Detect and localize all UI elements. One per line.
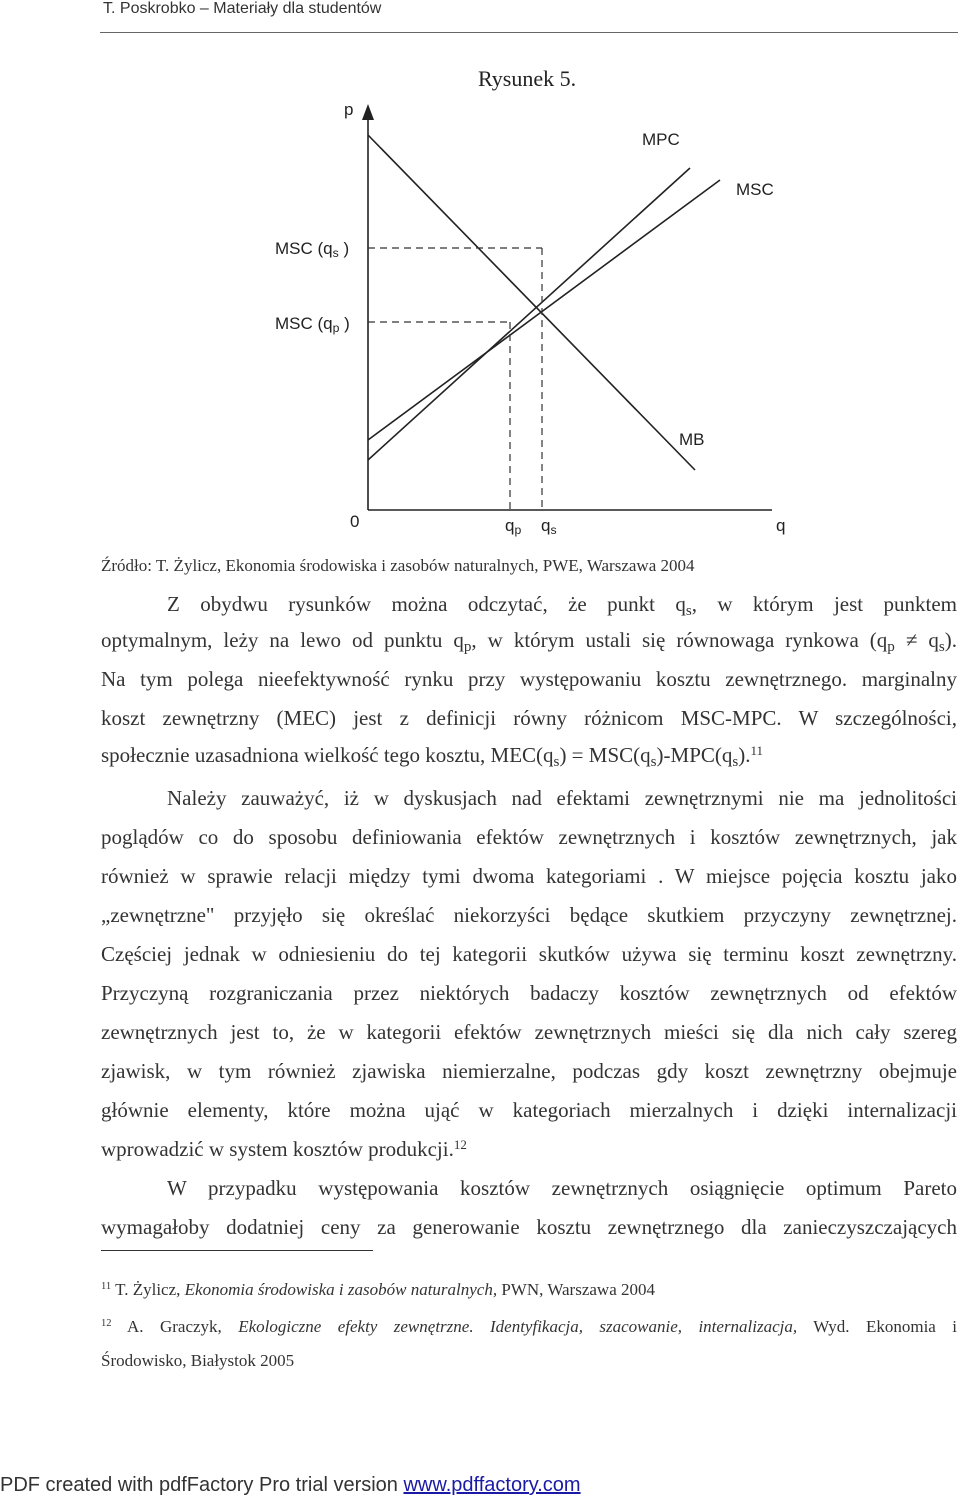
body-line: Należy zauważyć, iż w dyskusjach nad efektami zewnętrznymi nie ma jednolitości <box>167 786 957 810</box>
footnote-12: $^{12}$ A. Graczyk, Ekologiczne efekty zewnętrzne. Identyfikacja, szacowanie, internalizacja, Wyd. Ekonomia i <box>101 1317 957 1336</box>
body-line: zewnętrznych jest to, że w kategorii efektów zewnętrznych mieści się dla nich cały szereg <box>101 1020 957 1044</box>
body-line: W przypadku występowania kosztów zewnętrznych osiągnięcie optimum Pareto <box>167 1176 957 1200</box>
pdf-footer: PDF created with pdfFactory Pro trial version www.pdffactory.com <box>0 1474 581 1496</box>
body-line: społecznie uzasadniona wielkość tego kosztu, $MEC(q_s) = MSC(q_s)-MPC(q_s).^{11}$ <box>101 743 764 770</box>
body-line: zjawisk, w tym również zjawiska niemierzalne, podczas gdy koszt zewnętrzny obejmuje <box>101 1059 957 1083</box>
body-line: również w sprawie relacji między tymi dwoma kategoriami . W miejsce pojęcia kosztu jako <box>101 864 957 888</box>
tick-label-qp: $q_p$ <box>505 516 522 538</box>
origin-label: 0 <box>350 512 360 531</box>
curve-label-msc: MSC <box>736 180 774 199</box>
msc-curve <box>368 180 720 440</box>
footnote-separator <box>101 1250 373 1251</box>
footnote-11: $^{11}$ T. Żylicz, Ekonomia środowiska i zasobów naturalnych, PWN, Warszawa 2004 <box>101 1280 655 1299</box>
figure-source: Źródło: T. Żylicz, Ekonomia środowiska i zasobów naturalnych, PWE, Warszawa 2004 <box>101 556 695 575</box>
axis-label-q: q <box>776 516 786 535</box>
running-header: T. Poskrobko – Materiały dla studentów <box>103 0 382 17</box>
footnote-ref-11: 11 <box>750 743 764 758</box>
body-line: koszt zewnętrzny (MEC) jest z definicji równy różnicom MSC-MPC. W szczególności, <box>101 706 957 730</box>
axis-label-p: p <box>344 100 354 119</box>
body-line: głównie elementy, które można ująć w kategoriach mierzalnych i dzięki internalizacji <box>101 1098 957 1122</box>
body-line: wprowadzić w system kosztów produkcji.$^{12}$ <box>101 1137 467 1162</box>
footnote-12-continued: Środowisko, Białystok 2005 <box>101 1351 295 1370</box>
label-msc-qs: MSC ($q_s$ ) <box>275 239 350 261</box>
body-line: Częściej jednak w odniesieniu do tej kategorii skutków używa się terminu koszt zewnętrzny. <box>101 942 957 966</box>
body-line: poglądów co do sposobu definiowania efektów zewnętrznych i kosztów zewnętrznych, jak <box>101 825 957 849</box>
curve-label-mpc: MPC <box>642 130 680 149</box>
body-line: Z obydwu rysunków można odczytać, że punkt $q_s$, w którym jest punktem <box>167 592 957 619</box>
pdffactory-link[interactable]: www.pdffactory.com <box>403 1474 581 1496</box>
body-line: wymagałoby dodatniej ceny za generowanie kosztu zewnętrznego dla zanieczyszczających <box>101 1215 957 1239</box>
tick-label-qs: $q_s$ <box>541 516 557 538</box>
label-msc-qp: MSC ($q_p$ ) <box>275 314 350 336</box>
mb-curve <box>368 135 695 470</box>
body-line: Na tym polega nieefektywność rynku przy występowaniu kosztu zewnętrznego. marginalny <box>101 667 957 691</box>
footnote-ref-12: 12 <box>453 1137 467 1152</box>
curve-label-mb: MB <box>679 430 705 449</box>
body-line: Przyczyną rozgraniczania przez niektórych badaczy kosztów zewnętrznych od efektów <box>101 981 957 1005</box>
body-line: optymalnym, leży na lewo od punktu $q_p$, w którym ustali się równowaga rynkowa $(q_p \ne q_s)$. <box>101 628 957 655</box>
y-axis-arrow <box>362 104 374 120</box>
body-line: „zewnętrzne" przyjęło się określać niekorzyści będące skutkiem przyczyny zewnętrznej. <box>101 903 957 927</box>
figure-title: Rysunek 5. <box>478 66 577 91</box>
externality-diagram <box>0 0 960 560</box>
